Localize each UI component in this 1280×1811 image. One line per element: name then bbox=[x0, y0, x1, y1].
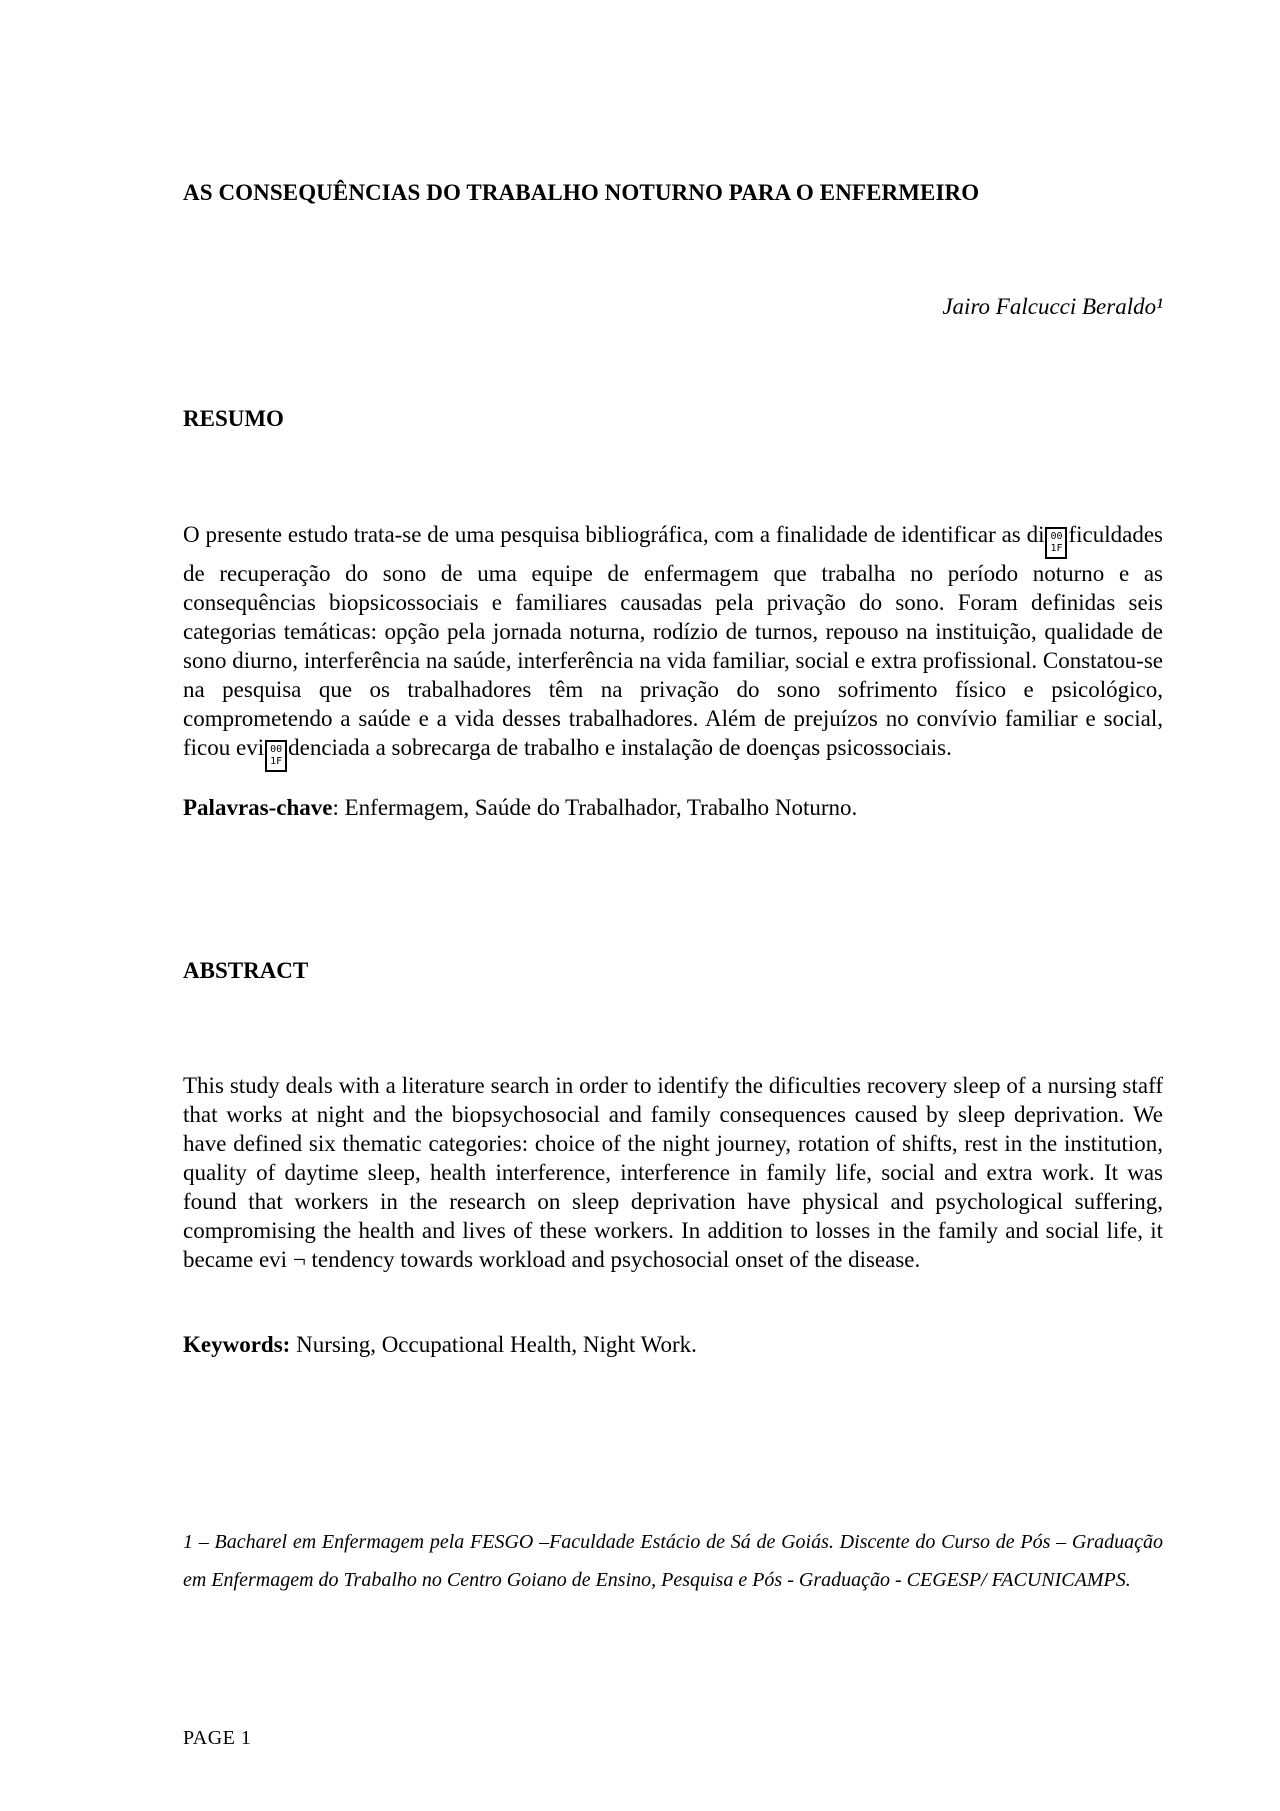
resumo-text-part2: ficuldades de recuperação do sono de uma equipe de enfermagem que trabalha no período noturno e as consequências biopsicossociais e familiares causadas pela privação do sono. Foram definidas seis categorias temáticas: opção pela jornada noturna, rodízio de turnos, repouso na instituição, qualidade de sono diurno, interferência na saúde, interferência na vida familiar, social e extra profissional. Constatou-se na pesquisa que os trabalhadores têm na privação do sono sofrimento físico e psicológico, comprometendo a saúde e a vida desses trabalhadores. Além de prejuízos no convívio familiar e social, ficou evi bbox=[183, 522, 1163, 760]
footnote: 1 – Bacharel em Enfermagem pela FESGO –Faculdade Estácio de Sá de Goiás. Discente do Curso de Pós – Graduação em Enfermagem do Trabalho no Centro Goiano de Ensino, Pesquisa e Pós - Graduação - CEGESP/ FACUNICAMPS. bbox=[183, 1531, 1163, 1591]
palavras-chave-line bbox=[183, 793, 1163, 822]
missing-glyph-icon: 00 1F bbox=[1045, 527, 1067, 559]
resumo-text-part3: denciada a sobrecarga de trabalho e instalação de doenças psicossociais. bbox=[288, 735, 952, 760]
resumo-heading: RESUMO bbox=[183, 406, 284, 431]
missing-glyph-icon: 00 1F bbox=[265, 740, 287, 772]
keywords-text: Nursing, Occupational Health, Night Work. bbox=[290, 1332, 697, 1357]
palavras-chave-text: : Enfermagem, Saúde do Trabalhador, Trabalho Noturno. bbox=[332, 795, 858, 820]
keywords-label: Keywords: bbox=[183, 1332, 291, 1357]
page-number: PAGE 1 bbox=[183, 1727, 252, 1749]
author-name: Jairo Falcucci Beraldo¹ bbox=[942, 294, 1163, 319]
abstract-paragraph: This study deals with a literature search in order to identify the dificulties recovery sleep of a nursing staff that works at night and the biopsychosocial and family consequences caused by sleep deprivation. We have defined six thematic categories: choice of the night journey, rotation of shifts, rest in the institution, quality of daytime sleep, health interference, interference in family life, social and extra work. It was found that workers in the research on sleep deprivation have physical and psychological suffering, compromising the health and lives of these workers. In addition to losses in the family and social life, it became evi ¬ tendency towards workload and psychosocial onset of the disease. bbox=[183, 1073, 1163, 1272]
keywords-line bbox=[183, 1330, 1163, 1359]
palavras-chave-label: Palavras-chave bbox=[183, 795, 333, 820]
abstract-heading: ABSTRACT bbox=[183, 958, 309, 983]
resumo-paragraph bbox=[183, 520, 1163, 772]
resumo-text-part1: O presente estudo trata-se de uma pesquisa bibliográfica, com a finalidade de identificar as di bbox=[183, 522, 1045, 547]
document-title: AS CONSEQUÊNCIAS DO TRABALHO NOTURNO PARA O ENFERMEIRO bbox=[183, 180, 980, 205]
